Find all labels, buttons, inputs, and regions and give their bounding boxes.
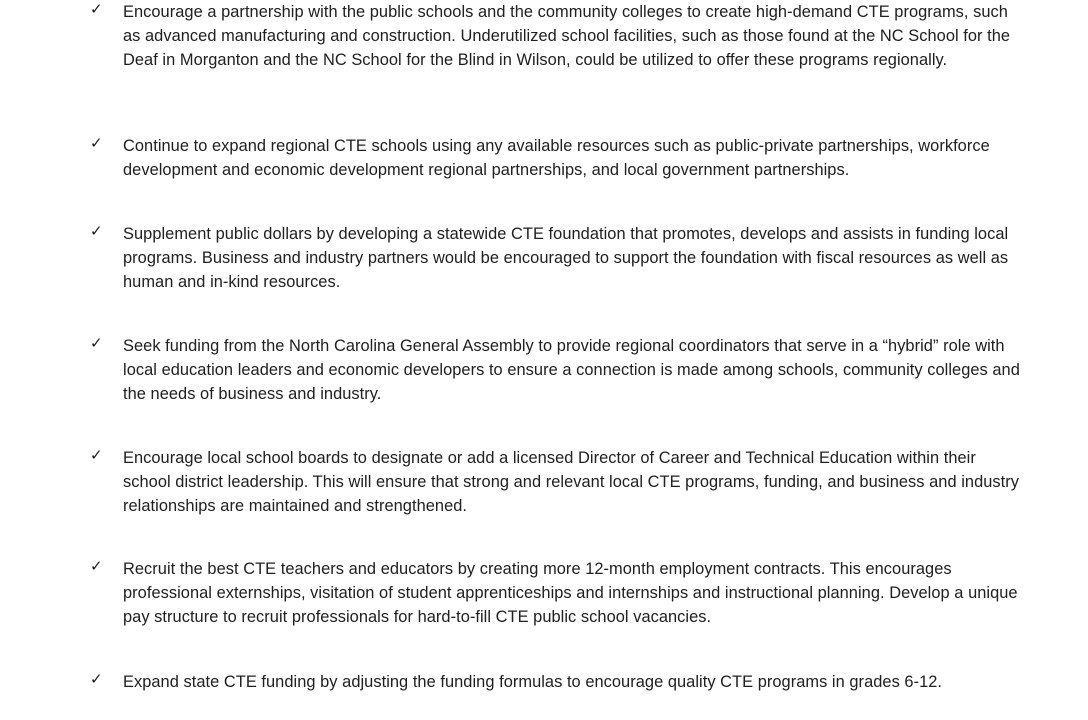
recommendation-item bbox=[90, 670, 1050, 694]
checkmark-icon: ✓ bbox=[90, 446, 103, 464]
recommendation-text: Expand state CTE funding by adjusting the funding formulas to encourage quality CTE programs in grades 6-12. bbox=[123, 673, 943, 691]
checkmark-icon: ✓ bbox=[90, 134, 103, 152]
recommendation-text: Recruit the best CTE teachers and educators by creating more 12-month employment contracts. This encourages professional externships, visitation of student apprenticeships and internships and instructional planning. Develop a unique pay structure to recruit professionals for hard-to-fill CTE public school vacancies. bbox=[123, 560, 1018, 626]
recommendation-item bbox=[90, 222, 1050, 294]
recommendation-text: Continue to expand regional CTE schools using any available resources such as public-private partnerships, workforce development and economic development regional partnerships, and local government partnerships. bbox=[123, 137, 990, 179]
recommendation-item bbox=[90, 557, 1050, 629]
recommendation-text: Encourage local school boards to designate or add a licensed Director of Career and Technical Education within their school district leadership. This will ensure that strong and relevant local CTE programs, funding, and business and industry relationships are maintained and strengthened. bbox=[123, 449, 1020, 515]
recommendation-text: Encourage a partnership with the public schools and the community colleges to create high-demand CTE programs, such as advanced manufacturing and construction. Underutilized school facilities, such as those found at the NC School for the Deaf in Morganton and the NC School for the Blind in Wilson, could be utilized to offer these programs regionally. bbox=[123, 3, 1011, 69]
checkmark-icon: ✓ bbox=[90, 222, 103, 240]
recommendation-item bbox=[90, 134, 1050, 182]
recommendation-item bbox=[90, 446, 1050, 518]
checkmark-icon: ✓ bbox=[90, 557, 103, 575]
checkmark-icon: ✓ bbox=[90, 334, 103, 352]
recommendation-text: Seek funding from the North Carolina General Assembly to provide regional coordinators that serve in a “hybrid” role with local education leaders and economic developers to ensure a connection is made among schools, community colleges and the needs of business and industry. bbox=[123, 337, 1020, 403]
checkmark-icon: ✓ bbox=[90, 670, 103, 688]
recommendation-item bbox=[90, 0, 1050, 72]
recommendation-text: Supplement public dollars by developing a statewide CTE foundation that promotes, develops and assists in funding local programs. Business and industry partners would be encouraged to support the foundation with fiscal resources as well as human and in-kind resources. bbox=[123, 225, 1009, 291]
recommendation-item bbox=[90, 334, 1050, 406]
checkmark-icon: ✓ bbox=[90, 0, 103, 18]
